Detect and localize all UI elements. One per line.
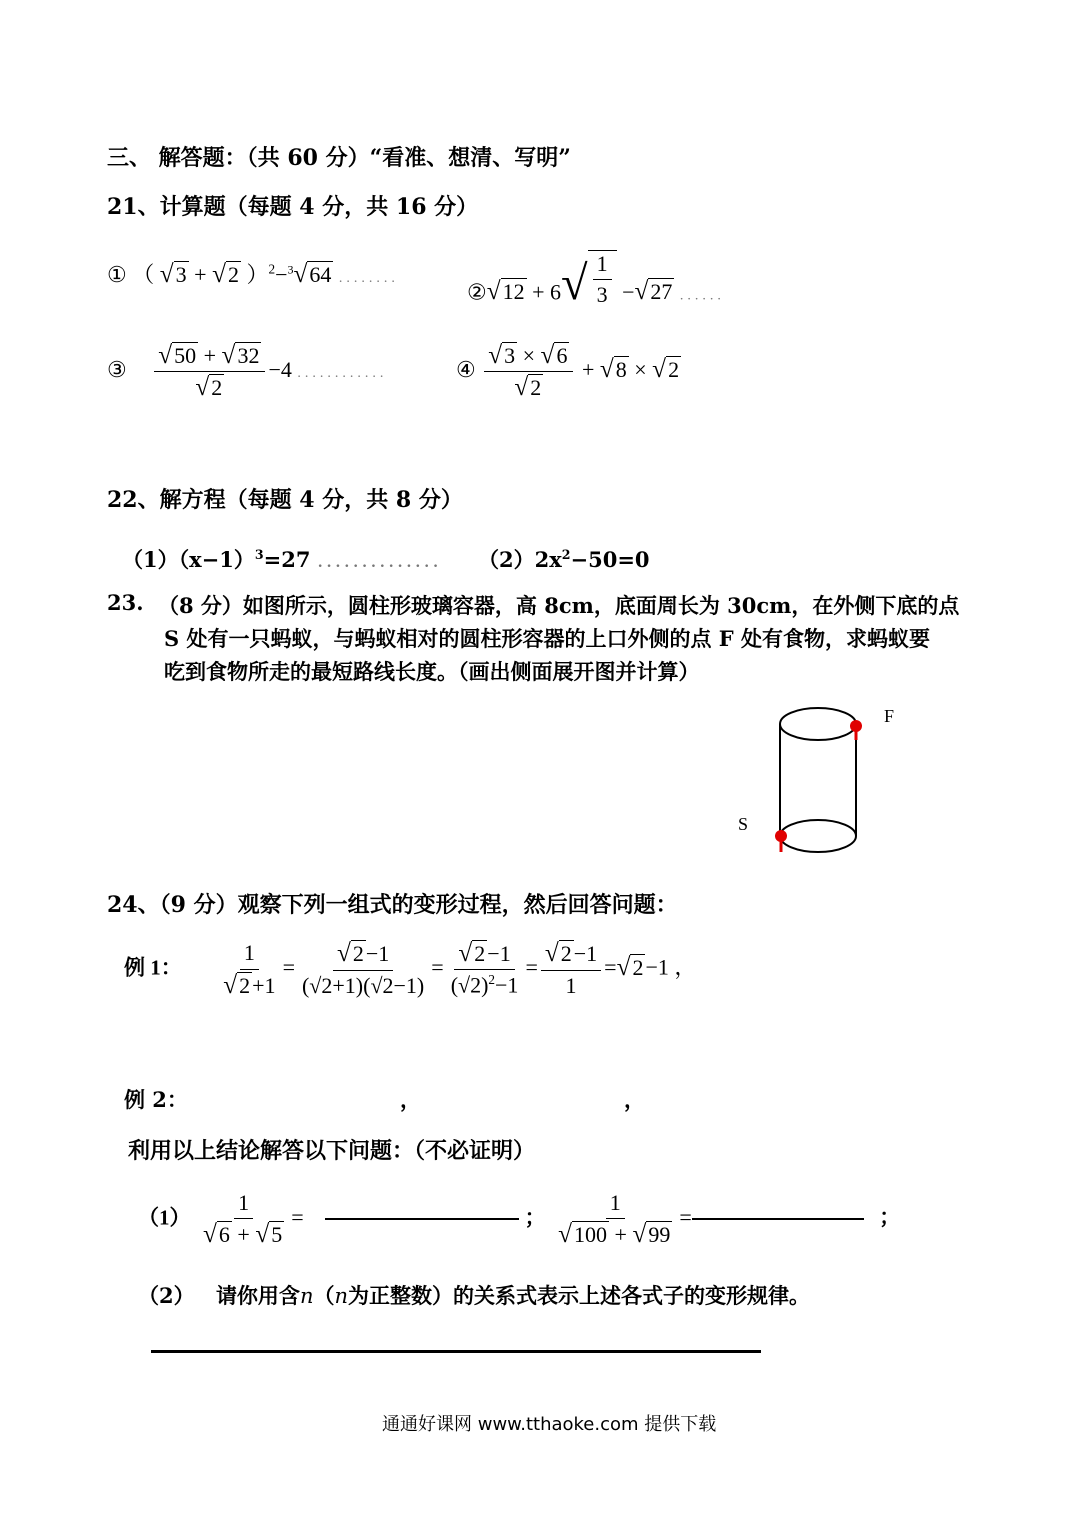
exponent: 3: [254, 547, 264, 562]
fraction: 1 √ 100 + √ 99: [558, 1190, 671, 1249]
fraction: 1 √ 6 + √ 5: [203, 1190, 283, 1249]
sqrt: √ 3: [159, 260, 187, 288]
problem-number: ①: [107, 262, 127, 287]
plus-sign: +: [532, 279, 545, 305]
variable-n: n: [334, 1284, 348, 1308]
q23-line-2: S 处有一只蚂蚁，与蚂蚁相对的圆柱形容器的上口外侧的点 F 处有食物，求蚂蚁要: [164, 626, 931, 651]
paren-left: （: [132, 262, 155, 287]
problem-number: ③: [107, 356, 127, 382]
equation-lhs: （1）（x−1）: [122, 547, 255, 572]
q21-problem-1: [107, 258, 399, 289]
equation-rhs: −50=0: [570, 547, 650, 572]
q24-example-2-comma-2: ，: [624, 1087, 645, 1112]
equals-sign: =: [679, 1204, 692, 1230]
example-label: 例 1：: [124, 955, 182, 980]
variable-n: n: [299, 1284, 314, 1308]
dotted-leader: ..............: [317, 555, 442, 571]
semicolon: ；: [879, 1205, 901, 1230]
cylinder-diagram: [770, 700, 880, 860]
point-f-marker: [850, 720, 862, 732]
q21-title: 21、计算题（每题 4 分，共 16 分）: [107, 194, 479, 220]
q24-example-2-comma-1: ，: [400, 1087, 421, 1112]
times-sign: ×: [634, 356, 647, 382]
minus-sign: −: [622, 279, 635, 305]
q24-example-2-label: 例 2：: [124, 1087, 188, 1112]
equals-sign: =: [525, 954, 538, 980]
equals-sign: =: [291, 1204, 304, 1230]
minus-four: −4: [268, 356, 292, 382]
sqrt: √ 8: [599, 354, 627, 383]
label-f: F: [884, 706, 895, 726]
fraction: √ 2 −1 1: [541, 940, 601, 999]
sqrt: √ 2: [652, 354, 680, 383]
fraction: √ 50 + √ 32 √ 2: [154, 342, 265, 402]
part-label: （1）: [138, 1205, 191, 1230]
q22-problem-1: [122, 544, 442, 574]
point-s-marker: [775, 830, 787, 842]
semicolon: ；: [524, 1205, 546, 1230]
q23-line-3: 吃到食物所走的最短路线长度。（画出侧面展开图并计算）: [164, 659, 700, 684]
answer-blank-1[interactable]: [325, 1218, 519, 1220]
dotted-leader: ........: [338, 271, 399, 286]
paren-right: ）: [246, 262, 269, 287]
paren: （: [313, 1283, 335, 1308]
q21-problem-3: [107, 342, 387, 402]
answer-blank-2[interactable]: [692, 1218, 864, 1220]
plus-sign: +: [581, 356, 595, 382]
cylinder-top-ellipse: [780, 708, 856, 740]
q21-problem-4: [456, 342, 681, 402]
exponent: 2: [268, 261, 276, 277]
part-text: 请你用含: [215, 1283, 300, 1308]
exponent: 2: [561, 547, 571, 562]
part-text: 为正整数）的关系式表示上述各式子的变形规律。: [348, 1283, 810, 1308]
fraction: √ 2 −1 $(√2)^2-1$: [450, 939, 519, 998]
section-title: 三、 解答题：（共 60 分）“看准、想清、写明”: [107, 145, 571, 171]
q24-title: 24、（9 分）观察下列一组式的变形过程，然后回答问题：: [107, 892, 678, 918]
coefficient: 6: [550, 279, 562, 305]
problem-number: ②: [467, 279, 487, 305]
q24-instruction: 利用以上结论解答以下问题：（不必证明）: [128, 1138, 536, 1164]
cylinder-bottom-ellipse: [780, 820, 856, 852]
q23-number: 23.: [107, 590, 144, 615]
sqrt: √ 27: [634, 277, 673, 306]
result-tail: −1: [645, 954, 669, 980]
root-index: 3: [287, 262, 294, 277]
minus-sign: −: [275, 262, 288, 287]
equation-lhs: （2）2x: [478, 547, 562, 572]
comma: ，: [674, 954, 697, 980]
problem-number: ④: [456, 356, 476, 382]
equation-rhs: =27: [263, 547, 311, 572]
plus-sign: +: [194, 262, 207, 287]
equals-sign: =: [282, 954, 295, 980]
part-label: （2）: [138, 1283, 195, 1308]
dotted-leader: ............: [297, 365, 388, 381]
footer-text: 通通好课网 www.tthaoke.com 提供下载: [382, 1414, 717, 1435]
q24-example-1: [124, 940, 696, 999]
sqrt: √ 12: [486, 277, 525, 306]
cube-root: √ 64: [293, 260, 332, 288]
dotted-leader: ......: [679, 288, 725, 304]
fraction: √ 3 × √ 6 √ 2: [484, 342, 573, 402]
sqrt: √ 2: [616, 952, 644, 981]
fraction: 1 √ 2 +1: [223, 940, 276, 999]
q22-problem-2: [478, 544, 650, 574]
q21-problem-2: [467, 250, 725, 309]
q24-part-2: [138, 1280, 810, 1310]
equals-sign: =: [604, 954, 617, 980]
sqrt-fraction: √ $\frac{1}{3}$: [561, 250, 617, 309]
label-s: S: [738, 814, 749, 834]
fraction: √ 2 −1 (√2+1)(√2−1): [301, 939, 425, 998]
q24-part-1: [138, 1190, 900, 1249]
answer-line[interactable]: [151, 1350, 761, 1353]
q22-title: 22、解方程（每题 4 分，共 8 分）: [107, 487, 463, 513]
q23-line-1: （8 分）如图所示，圆柱形玻璃容器，高 8cm，底面周长为 30cm，在外侧下底的点: [158, 593, 960, 618]
sqrt: √ 2: [212, 260, 239, 288]
equals-sign: =: [431, 954, 444, 980]
